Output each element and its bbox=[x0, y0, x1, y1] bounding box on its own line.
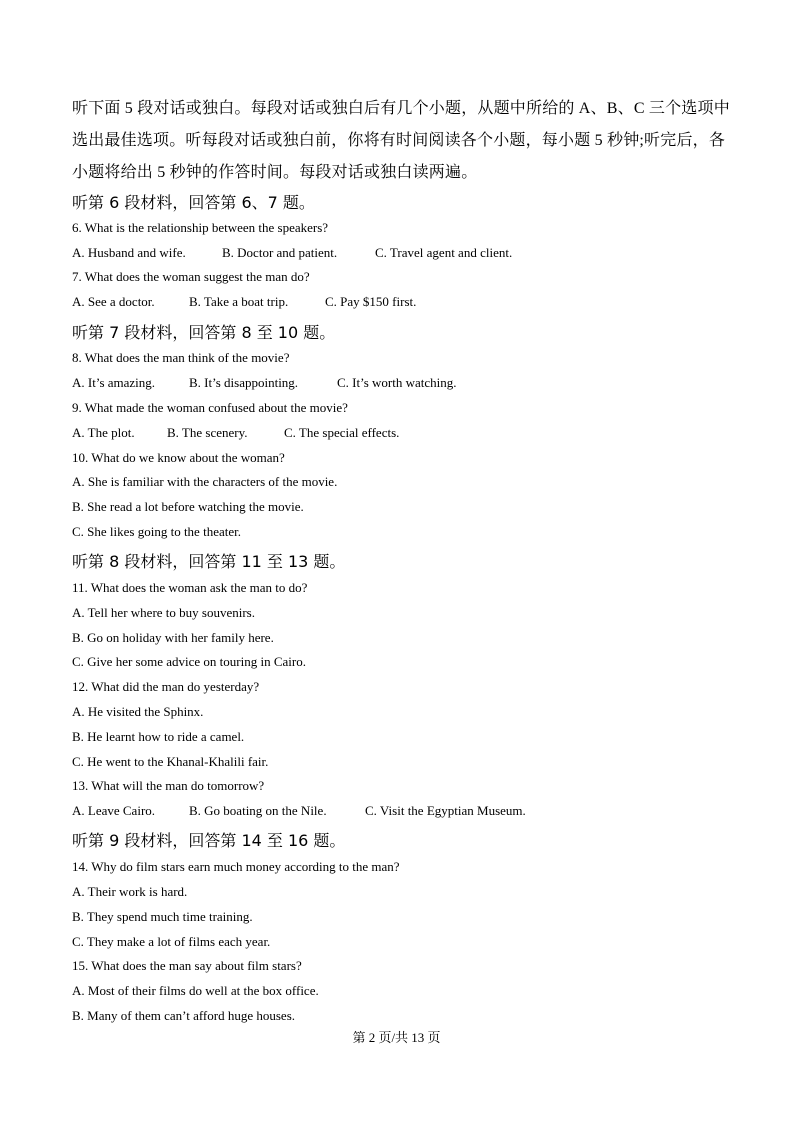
intro-line-2: 选出最佳选项。听每段对话或独白前，你将有时间阅读各个小题，每小题 5 秒钟;听完后，各 bbox=[72, 132, 726, 149]
question-12-option-c: C. He went to the Khanal-Khalili fair. bbox=[72, 754, 269, 769]
question-9-stem: 9. What made the woman confused about the movie? bbox=[72, 400, 348, 415]
question-8-stem: 8. What does the man think of the movie? bbox=[72, 350, 290, 365]
question-14-option-a: A. Their work is hard. bbox=[72, 884, 188, 899]
section-heading-6: 听第 6 段材料，回答第 6、7 题。 bbox=[72, 193, 315, 212]
question-6-stem: 6. What is the relationship between the speakers? bbox=[72, 220, 329, 235]
question-7-stem: 7. What does the woman suggest the man do? bbox=[72, 269, 310, 284]
question-11-option-a: A. Tell her where to buy souvenirs. bbox=[72, 605, 255, 620]
option-c: C. The special effects. bbox=[284, 425, 400, 440]
option-a: A. It’s amazing. bbox=[72, 375, 156, 390]
question-11-stem: 11. What does the woman ask the man to do? bbox=[72, 580, 308, 595]
option-c: C. Pay $150 first. bbox=[325, 294, 417, 309]
option-a: A. Leave Cairo. bbox=[72, 803, 156, 818]
option-c: C. It’s worth watching. bbox=[337, 375, 457, 390]
question-7-options bbox=[72, 294, 416, 310]
question-8-options bbox=[72, 375, 457, 391]
question-11-option-b: B. Go on holiday with her family here. bbox=[72, 630, 274, 645]
option-a: A. Husband and wife. bbox=[72, 245, 186, 260]
section-heading-8: 听第 8 段材料，回答第 11 至 13 题。 bbox=[72, 552, 346, 571]
question-9-options bbox=[72, 425, 399, 441]
question-13-options bbox=[72, 803, 526, 819]
option-a: A. See a doctor. bbox=[72, 294, 155, 309]
option-c: C. Visit the Egyptian Museum. bbox=[365, 803, 526, 818]
question-14-option-b: B. They spend much time training. bbox=[72, 909, 253, 924]
option-b: B. The scenery. bbox=[167, 425, 248, 440]
intro-line-1: 听下面 5 段对话或独白。每段对话或独白后有几个小题，从题中所给的 A、B、C 三个选项中 bbox=[72, 100, 730, 117]
question-12-option-b: B. He learnt how to ride a camel. bbox=[72, 729, 245, 744]
question-10-option-b: B. She read a lot before watching the movie. bbox=[72, 499, 304, 514]
intro-line-3: 小题将给出 5 秒钟的作答时间。每段对话或独白读两遍。 bbox=[72, 164, 478, 181]
question-14-option-c: C. They make a lot of films each year. bbox=[72, 934, 271, 949]
question-15-stem: 15. What does the man say about film stars? bbox=[72, 958, 302, 973]
question-10-option-c: C. She likes going to the theater. bbox=[72, 524, 241, 539]
section-heading-9: 听第 9 段材料，回答第 14 至 16 题。 bbox=[72, 831, 346, 850]
option-b: B. Go boating on the Nile. bbox=[189, 803, 327, 818]
option-b: B. Take a boat trip. bbox=[189, 294, 289, 309]
question-12-option-a: A. He visited the Sphinx. bbox=[72, 704, 204, 719]
question-15-option-a: A. Most of their films do well at the box office. bbox=[72, 983, 319, 998]
option-c: C. Travel agent and client. bbox=[375, 245, 513, 260]
option-a: A. The plot. bbox=[72, 425, 135, 440]
question-11-option-c: C. Give her some advice on touring in Cairo. bbox=[72, 654, 306, 669]
question-10-stem: 10. What do we know about the woman? bbox=[72, 450, 285, 465]
question-13-stem: 13. What will the man do tomorrow? bbox=[72, 778, 265, 793]
option-b: B. It’s disappointing. bbox=[189, 375, 299, 390]
question-14-stem: 14. Why do film stars earn much money according to the man? bbox=[72, 859, 400, 874]
page-footer: 第 2 页/共 13 页 bbox=[352, 1030, 441, 1045]
question-15-option-b: B. Many of them can’t afford huge houses. bbox=[72, 1008, 295, 1023]
question-6-options bbox=[72, 245, 512, 261]
section-heading-7: 听第 7 段材料，回答第 8 至 10 题。 bbox=[72, 323, 336, 342]
question-10-option-a: A. She is familiar with the characters of the movie. bbox=[72, 474, 338, 489]
option-b: B. Doctor and patient. bbox=[222, 245, 338, 260]
question-12-stem: 12. What did the man do yesterday? bbox=[72, 679, 260, 694]
